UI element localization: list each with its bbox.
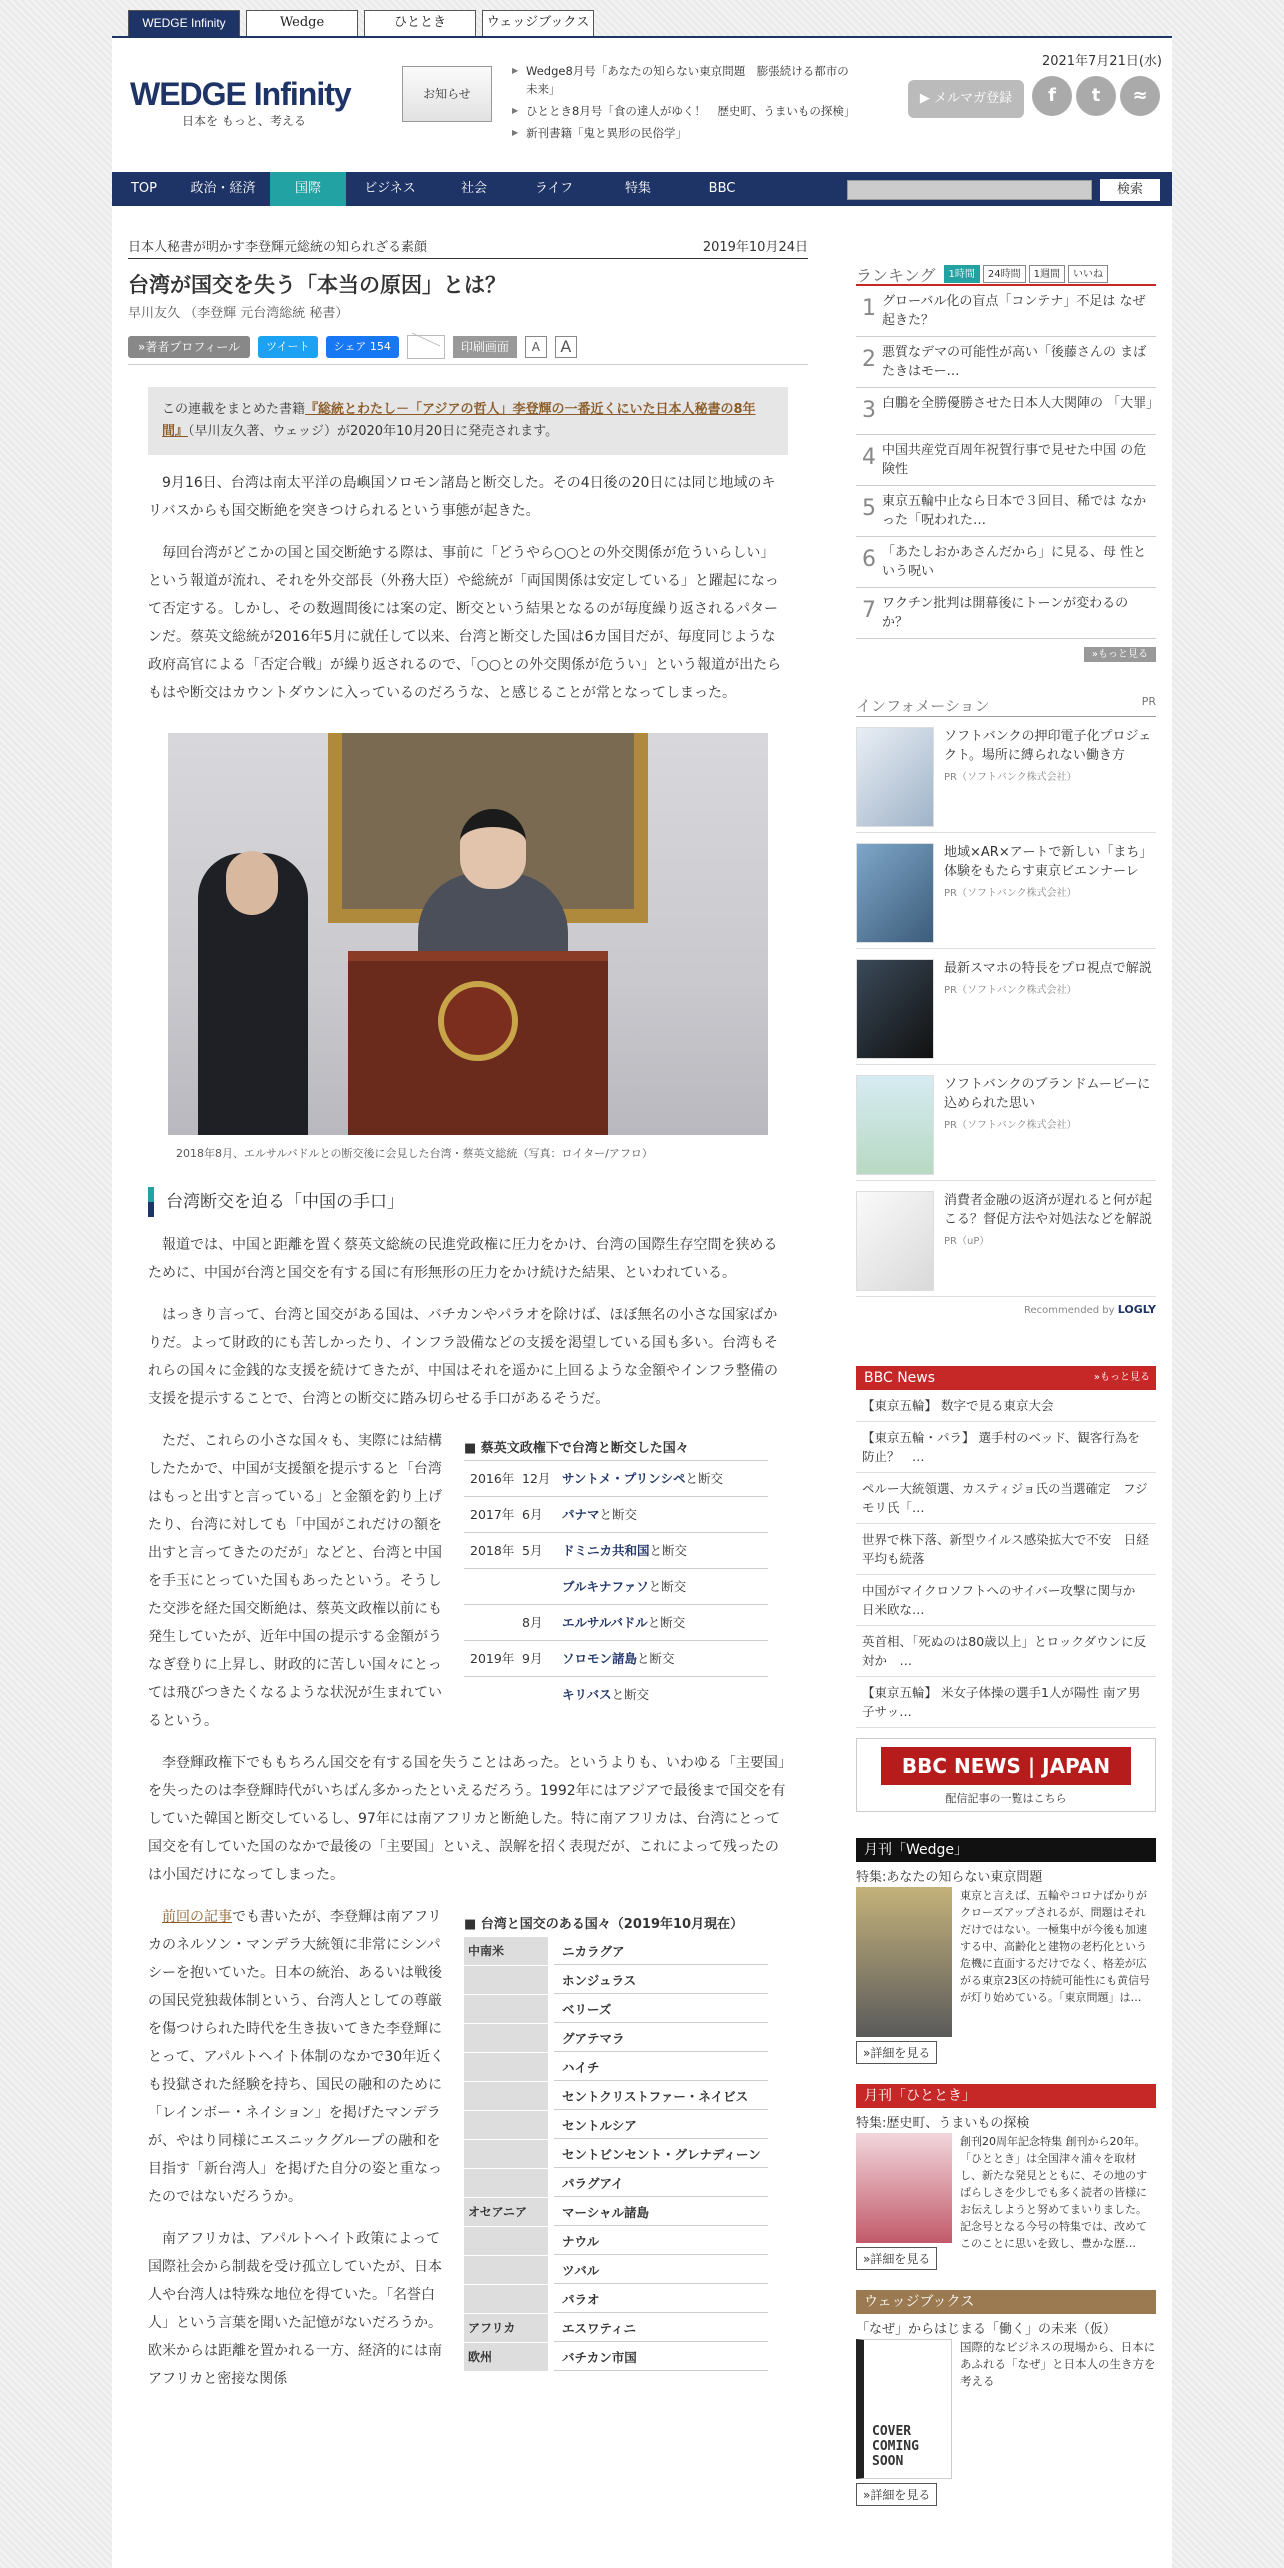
table-row [464, 2168, 768, 2197]
font-large-button[interactable]: A [555, 336, 577, 358]
tab-hitotoki[interactable]: ひととき [364, 10, 476, 36]
article-title: 台湾が国交を失う「本当の原因」とは？ [128, 273, 506, 297]
bbc-news-item[interactable]: ペルー大統領選、カスティジョ氏の当選確定 フジモリ氏「… [856, 1473, 1156, 1524]
info-sponsor: PR（ソフトバンク株式会社） [944, 888, 1077, 899]
nav-top[interactable]: TOP [130, 181, 157, 196]
ranking-item[interactable] [856, 588, 1156, 639]
ranking-item[interactable] [856, 486, 1156, 537]
header-news-item[interactable]: ▶ ひととき8月号「食の達人がゆく！ 歴史町、うまいもの探検」 [512, 102, 852, 120]
country-name: パナマ [562, 1507, 600, 1522]
info-thumbnail[interactable] [856, 727, 934, 827]
hitotoki-title[interactable]: 特集:歴史町、うまいもの探検 [856, 2116, 1030, 2131]
books-detail-button[interactable]: »詳細を見る [856, 2483, 937, 2506]
bbc-logo: BBC NEWS | JAPAN [881, 1747, 1131, 1785]
nav-bbc[interactable]: BBC [708, 181, 736, 196]
previous-article-link[interactable]: 前回の記事 [162, 1909, 232, 1925]
books-title[interactable]: 「なぜ」からはじまる「働く」の未来（仮） [856, 2322, 1117, 2337]
sidebar [856, 264, 1160, 2506]
info-sponsor: PR（ソフトバンク株式会社） [944, 1120, 1077, 1131]
table-country [562, 1605, 685, 1640]
info-text[interactable]: ソフトバンクのブランドムービーに込められた思い [944, 1077, 1151, 1111]
ranking-item[interactable] [856, 337, 1156, 388]
table-country: バチカン市国 [554, 2343, 768, 2371]
info-pr: PR [1141, 695, 1156, 708]
header-news [512, 62, 856, 146]
nav-international[interactable]: 国際 [270, 172, 346, 206]
ranking-text[interactable]: 白鵬を全勝優勝させた日本人大関陣の 「大罪」 [882, 396, 1160, 411]
table-row [464, 1496, 768, 1532]
ranking-tab-24h[interactable]: 24時間 [983, 265, 1026, 283]
table-region: 中南米 [464, 1937, 548, 1965]
table-month: 8月 [522, 1615, 543, 1630]
info-sponsor: PR（ソフトバンク株式会社） [944, 772, 1077, 783]
wedge-header: 月刊「Wedge」 [856, 1838, 1156, 1862]
article-meta [128, 236, 808, 259]
bbc-news-item[interactable]: 中国がマイクロソフトへのサイバー攻撃に関与か 日米欧な… [856, 1575, 1156, 1626]
ranking-text[interactable]: 中国共産党百周年祝賀行事で見せた中国 の危険性 [882, 443, 1147, 477]
table-country: マーシャル諸島 [554, 2198, 768, 2226]
wedge-cover-image[interactable] [856, 1887, 952, 2037]
tweet-button[interactable]: ツイート [258, 336, 317, 358]
info-header [856, 695, 1156, 717]
plum-blossom-emblem [438, 981, 518, 1061]
text-with-table [148, 1427, 788, 1735]
bbc-news-item[interactable]: 世界で株下落、新型ウイルス感染拡大で不安 日経平均も続落 [856, 1524, 1156, 1575]
ranking-item[interactable] [856, 537, 1156, 588]
bbc-news-item[interactable]: 英首相、「死ぬのは80歳以上」とロックダウンに反対か … [856, 1626, 1156, 1677]
info-body [944, 1191, 1156, 1288]
table-country: パラグアイ [554, 2169, 768, 2197]
table-year [464, 1677, 522, 1712]
paragraph: 9月16日、台湾は南太平洋の島嶼国ソロモン諸島と断交した。その4日後の20日には同じ地域のキリバスからも国交断絶を突きつけられるという事態が起きた。 [148, 475, 776, 519]
books-text: 国際的なビジネスの現場から、日本にあふれる「なぜ」と日本人の生き方を考える [960, 2340, 1156, 2388]
author: 早川友久 （李登輝 元台湾総統 秘書） [128, 306, 349, 321]
wedge-text: 東京と言えば、五輪やコロナばかりがクローズアップされるが、問題はそれだけではない。一極集中が今後も加速する中、高齢化と建物の老朽化という危機に直面するだけでなく、格差が広がる東京23区の持続可能性にも黄信号が灯り始めている。「東京問題」は… [960, 1889, 1150, 2004]
table-region: アフリカ [464, 2314, 548, 2342]
wedge-title[interactable]: 特集:あなたの知らない東京問題 [856, 1870, 1043, 1885]
table-region: 欧州 [464, 2343, 548, 2371]
table-year [464, 1569, 522, 1604]
table-row [464, 1604, 768, 1640]
hitotoki-detail-button[interactable]: »詳細を見る [856, 2247, 937, 2270]
section-heading: 台湾断交を迫る「中国の手口」 [148, 1187, 788, 1217]
font-small-button[interactable]: A [525, 336, 547, 358]
info-thumbnail[interactable] [856, 959, 934, 1059]
table-country: ツバル [554, 2256, 768, 2284]
books-body [856, 2339, 1156, 2506]
table-title: ■ 台湾と国交のある国々（2019年10月現在） [464, 1917, 744, 1932]
table-region [464, 2053, 548, 2081]
table-country: エスワティニ [554, 2314, 768, 2342]
table-row [464, 1965, 768, 1994]
bbc-more-button[interactable]: »もっと見る [1093, 1372, 1150, 1383]
info-thumbnail[interactable] [856, 843, 934, 943]
facebook-share-button[interactable]: シェア 154 [326, 336, 399, 358]
table-country [562, 1461, 723, 1496]
facebook-icon[interactable]: f [1032, 76, 1072, 116]
bbc-news-item[interactable]: 【東京五輪】 数字で見る東京大会 [856, 1390, 1156, 1422]
table-month [522, 1569, 562, 1604]
paragraph: 毎回台湾がどこかの国と国交断絶する際は、事前に「どうやら○○との外交関係が危ういらしい」という報道が流れ、それを外交部長（外務大臣）や総統が「両国関係は安定している」と躍起になって否定する。しかし、その数週間後には案の定、断交という結果となるのが毎度繰り返されるパターンだ。蔡英文総統が2016年5月に就任して以来、台湾と断交した国は6カ国目だが、毎度同じような政府高官による「否定合戦」が繰り返されるので、「○○との外交関係が危うい」という報道が出たらもはや断交はカウントダウンに入っているのだろうな、と感じることが常となってしまった。 [148, 545, 782, 701]
table-country: セントビンセント・グレナディーン [554, 2140, 768, 2168]
ranking-title: ランキング [856, 265, 936, 285]
ranking-number: 3 [862, 398, 876, 423]
notice-text: （早川友久著、ウェッジ）が2020年10月20日に発売されます。 [188, 424, 559, 439]
table-country [562, 1677, 649, 1712]
table-region [464, 2082, 548, 2110]
country-name: ソロモン諸島 [562, 1651, 638, 1666]
table-row [464, 1460, 768, 1496]
bbc-title: BBC News [864, 1370, 936, 1386]
table-suffix: と断交 [649, 1543, 688, 1558]
ranking-number: 5 [862, 496, 876, 521]
nav-life[interactable]: ライフ [534, 181, 574, 196]
table-row [464, 2081, 768, 2110]
table-country: セントルシア [554, 2111, 768, 2139]
wedge-cover-col [856, 1887, 960, 2064]
table-month: 5月 [522, 1543, 543, 1558]
table-year [464, 1605, 522, 1640]
notice-text: この連載をまとめた書籍 [162, 402, 306, 417]
books-cover-col [856, 2339, 960, 2506]
paragraph: 南アフリカは、アパルトヘイト政策によって国際社会から制裁を受け孤立していたが、日本人や台湾人は特殊な地位を得ていた。「名誉白人」という言葉を聞いた記憶がないだろうか。欧米からは距離を置かれる一方、経済的には南アフリカと密接な関係 [148, 2231, 442, 2387]
ranking-text[interactable]: 悪質なデマの可能性が高い「後藤さんの まばたきはモー… [882, 345, 1147, 379]
table-suffix: と断交 [599, 1507, 638, 1522]
table-country [562, 1641, 675, 1676]
table-country [562, 1533, 687, 1568]
table-country: ホンジュラス [554, 1966, 768, 1994]
bbc-header [856, 1366, 1156, 1390]
table-suffix: と断交 [685, 1471, 723, 1486]
paragraph: 李登輝政権下でももちろん国交を有する国を失うことはあった。というよりも、いわゆる「主要国」を失ったのは李登輝時代がいちばん多かったといえるだろう。1992年にはアジアで最後まで国交を有していた韓国と断交しているし、97年には南アフリカと断絶した。特に南アフリカは、台湾にとって国交を有していた国のなかで最後の「主要国」といえ、誤解を招く表現だが、これによって残ったのは小国だけになってしまった。 [148, 1755, 786, 1883]
tab-wedge-infinity[interactable]: WEDGE Infinity [128, 10, 240, 36]
wedge-detail-button[interactable]: »詳細を見る [856, 2041, 937, 2064]
info-thumbnail[interactable] [856, 1191, 934, 1291]
info-item[interactable] [856, 949, 1156, 1065]
recommended [856, 1303, 1156, 1316]
article [128, 236, 808, 2393]
table-row [464, 1676, 768, 1712]
table-month: 12月 [522, 1471, 551, 1486]
table-suffix: と断交 [611, 1687, 650, 1702]
info-sponsor: PR（uP） [944, 1236, 990, 1247]
info-thumbnail[interactable] [856, 1075, 934, 1175]
country-name: キリバス [562, 1687, 612, 1702]
info-body [944, 843, 1156, 940]
info-body [944, 1075, 1156, 1172]
tab-wedge[interactable]: Wedge [246, 10, 358, 36]
ranking-item[interactable] [856, 388, 1160, 435]
table-row [464, 1994, 768, 2023]
publish-date: 2019年10月24日 [702, 240, 808, 255]
hitotoki-body [856, 2133, 1156, 2270]
table-month [522, 1677, 562, 1712]
table-region: オセアニア [464, 2198, 548, 2226]
table-region [464, 2227, 548, 2255]
ranking-tab-like[interactable]: いいね [1068, 265, 1108, 283]
table-year: 2019年 [470, 1651, 515, 1666]
table-region [464, 1966, 548, 1994]
table-region [464, 2169, 548, 2197]
table-month: 6月 [522, 1507, 543, 1522]
header-news-item[interactable]: ▶ 新刊書籍「鬼と異形の民俗学」 [512, 124, 852, 142]
twitter-icon[interactable]: t [1076, 76, 1116, 116]
table-suffix: と断交 [647, 1615, 686, 1630]
diplomatic-allies-table [464, 1903, 768, 2393]
text-with-table [148, 1903, 788, 2393]
mailmag-button[interactable]: ▶ メルマガ登録 [908, 80, 1024, 118]
ranking-header [856, 264, 1156, 286]
ranking-text[interactable]: 東京五輪中止なら日本で３回目、稀では なかった「呪われた… [882, 494, 1147, 528]
ranking-text[interactable]: グローバル化の盲点「コンテナ」不足は なぜ起きた？ [882, 294, 1146, 328]
country-name: ドミニカ共和国 [562, 1543, 650, 1558]
paragraph: ただ、これらの小さな国々も、実際には結構したたかで、中国が支援額を提示すると「台湾はもっと出すと言っている」と金額を釣り上げたり、台湾に対しても「中国がこれだけの額を出すと言ってきたのだが」などと、台湾と中国を手玉にとっていた国もあったという。そうした交渉を経た国交断絶は、蔡英文政権以前にも発生していたが、近年中国の提示する金額がうなぎ登りに上昇し、財政的に苦しい国々にとっては飛びつきたくなるような状況が生まれているという。 [148, 1433, 442, 1729]
table-row [464, 1532, 768, 1568]
series-title[interactable]: 日本人秘書が明かす李登輝元総統の知られざる素顔 [128, 240, 428, 255]
ranking-number: 6 [862, 547, 876, 572]
table-region [464, 2285, 548, 2313]
info-item[interactable] [856, 1065, 1156, 1181]
ranking-more-button[interactable]: »もっと見る [1084, 647, 1156, 662]
nav-business[interactable]: ビジネス [364, 181, 416, 196]
table-region [464, 1995, 548, 2023]
table-country: セントクリストファー・ネイビス [554, 2082, 768, 2110]
table-country: グアテマラ [554, 2024, 768, 2052]
rss-icon[interactable]: ≈ [1120, 76, 1160, 116]
article-photo [168, 733, 768, 1135]
paragraph: 報道では、中国と距離を置く蔡英文総統の民進党政権に圧力をかけ、台湾の国際生存空間を狭めるために、中国が台湾と国交を有する国に有形無形の圧力をかけ続けた結果、といわれている。 [148, 1237, 778, 1281]
ranking-text[interactable]: ワクチン批判は開幕後にトーンが変わるの か？ [882, 596, 1129, 630]
paragraph [148, 1903, 448, 2211]
country-name: ブルキナファソ [562, 1579, 649, 1594]
country-name: エルサルバドル [562, 1615, 648, 1630]
photo-person [460, 809, 526, 889]
table-region [464, 2024, 548, 2052]
table-suffix: と断交 [637, 1651, 675, 1666]
ranking-more [856, 645, 1156, 661]
tab-wedge-books[interactable]: ウェッジブックス [482, 10, 594, 36]
info-item[interactable] [856, 1181, 1156, 1297]
bbc-list-link[interactable]: 配信記事の一覧はこちら [945, 1792, 1067, 1805]
ranking-text[interactable]: 「あたしおかあさんだから」に見る、母 性という呪い [882, 545, 1147, 579]
site-logo[interactable] [130, 58, 360, 133]
paragraph-text: でも書いたが、李登輝は南アフリカのネルソン・マンデラ大統領に非常にシンパシーを抱いていた。日本の統治、あるいは戦後の国民党独裁体制という、台湾人としての尊厳を傷つけられた時代を生き抜いてきた李登輝にとって、アパルトヘイト体制のなかで30年近くも投獄された経験を持ち、国民の融和のために「レインボー・ネイション」を掲げたマンデラが、やはり同様にエスニックグループの融和を目指す「新台湾人」を掲げた自分の姿と重なったのではないだろうか。 [148, 1909, 445, 2205]
ranking-number: 7 [862, 598, 876, 623]
table-row [464, 2052, 768, 2081]
table-month: 9月 [522, 1651, 543, 1666]
table-country [562, 1497, 637, 1532]
bbc-news-item[interactable]: 【東京五輪】 米女子体操の選手1人が陽性 南ア男子サッ… [856, 1677, 1156, 1728]
table-row [464, 2255, 768, 2284]
table-row [464, 1568, 768, 1604]
book-link[interactable]: 『総統とわたし－「アジアの哲人」李登輝の一番近くにいた日本人秘書の8年間』 [162, 402, 756, 439]
table-row [464, 2023, 768, 2052]
table-title: ■ 蔡英文政権下で台湾と断交した国々 [464, 1441, 689, 1456]
books-cover-image[interactable]: COVER COMING SOON [856, 2339, 952, 2479]
info-title: インフォメーション [856, 697, 990, 715]
info-item[interactable] [856, 717, 1156, 833]
current-date: 2021年7月21日(水) [1041, 54, 1162, 69]
hitotoki-header: 月刊「ひととき」 [856, 2084, 1156, 2108]
ranking-tab-1h[interactable]: 1時間 [944, 265, 980, 283]
hitotoki-text: 創刊20周年記念特集 創刊から20年。「ひととき」は全国津々浦々を取材し、新たな発見とともに、その地のすばらしさを少しでも多く読者の皆様にお伝えしようと努めてまいりました。記念号となる今号の特集では、改めてこのことに思いを致し、豊かな歴… [960, 2135, 1147, 2250]
recommended-label: Recommended by [1024, 1305, 1115, 1316]
mail-icon[interactable] [407, 335, 445, 359]
info-item[interactable] [856, 833, 1156, 949]
table-row [464, 2226, 768, 2255]
bbc-banner[interactable] [856, 1738, 1156, 1812]
table-country: ナウル [554, 2227, 768, 2255]
book-notice [148, 387, 788, 455]
search-button[interactable]: 検索 [1100, 179, 1160, 201]
table-row [464, 2110, 768, 2139]
ranking-tab-1w[interactable]: 1週間 [1029, 265, 1065, 283]
nav-feature[interactable]: 特集 [624, 181, 651, 196]
table-country: ベリーズ [554, 1995, 768, 2023]
table-country: パラオ [554, 2285, 768, 2313]
table-year: 2016年 [470, 1471, 515, 1486]
oshirase-button[interactable]: お知らせ [402, 66, 492, 122]
table-row [464, 2342, 768, 2371]
info-text[interactable]: 最新スマホの特長をプロ視点で解説 [944, 961, 1152, 976]
search-input[interactable] [847, 180, 1092, 200]
paragraph: はっきり言って、台湾と国交がある国は、バチカンやパラオを除けば、ほぼ無名の小さな国家ばかりだ。よって財政的にも苦しかったり、インフラ設備などの支援を渇望している国も多い。台湾もそれらの国々に金銭的な支援を続けてきたが、中国はそれを遥かに上回るような金額やインフラ整備の支援を提示することで、台湾との断交に踏み切らせる手口があるそうだ。 [148, 1307, 778, 1407]
table-row [464, 2139, 768, 2168]
table-region [464, 2111, 548, 2139]
ranking-item[interactable] [856, 435, 1156, 486]
wedge-body [856, 1887, 1156, 2064]
severed-ties-table [464, 1427, 768, 1735]
photo-person [226, 851, 278, 915]
logo-text: WEDGE Infinity [130, 76, 351, 112]
table-country: ハイチ [554, 2053, 768, 2081]
table-country [562, 1569, 686, 1604]
table-row [464, 2313, 768, 2342]
table-year: 2017年 [470, 1507, 515, 1522]
info-body [944, 727, 1156, 824]
table-row [464, 1640, 768, 1676]
info-text[interactable]: 消費者金融の返済が遅れると何が起こる？督促方法や対処法などを解説 [944, 1193, 1153, 1227]
logo-tagline: 日本を もっと、考える [182, 114, 306, 128]
ranking-item[interactable] [856, 286, 1156, 337]
table-year: 2018年 [470, 1543, 515, 1558]
top-tabs [128, 10, 594, 36]
bbc-news-item[interactable]: 【東京五輪・パラ】 選手村のベッド、観客行為を防止？ … [856, 1422, 1156, 1473]
share-bar [128, 337, 808, 365]
info-sponsor: PR（ソフトバンク株式会社） [944, 985, 1077, 996]
ranking-number: 1 [862, 296, 876, 321]
header-news-item[interactable]: ▶ Wedge8月号「あなたの知らない東京問題 膨張続ける都市の未来」 [512, 62, 852, 98]
table-row [464, 2284, 768, 2313]
table-row [464, 2197, 768, 2226]
books-header: ウェッジブックス [856, 2290, 1156, 2314]
hitotoki-cover-image[interactable] [856, 2133, 952, 2243]
page [112, 36, 1172, 2568]
logly-logo[interactable]: LOGLY [1117, 1303, 1156, 1316]
photo-caption: 2018年8月、エルサルバドルとの断交後に会見した台湾・蔡英文総統（写真：ロイター/アフロ） [176, 1147, 653, 1160]
table-row [464, 1936, 768, 1965]
table-country: ニカラグア [554, 1937, 768, 1965]
table-region [464, 2140, 548, 2168]
ranking-number: 4 [862, 445, 876, 470]
nav-politics[interactable]: 政治・経済 [190, 181, 256, 196]
nav-society[interactable]: 社会 [460, 181, 487, 196]
ranking-number: 2 [862, 347, 876, 372]
hitotoki-cover-col [856, 2133, 960, 2270]
table-suffix: と断交 [648, 1579, 687, 1594]
info-body [944, 959, 1156, 1056]
info-text[interactable]: 地域×AR×アートで新しい「まち」体験をもたらす東京ビエンナーレ [944, 845, 1153, 879]
country-name: サントメ・プリンシペ [562, 1471, 686, 1486]
info-text[interactable]: ソフトバンクの押印電子化プロジェクト。場所に縛られない働き方 [944, 729, 1152, 763]
table-region [464, 2256, 548, 2284]
author-profile-button[interactable]: »著者プロフィール [128, 336, 250, 358]
print-button[interactable]: 印刷画面 [453, 336, 517, 358]
